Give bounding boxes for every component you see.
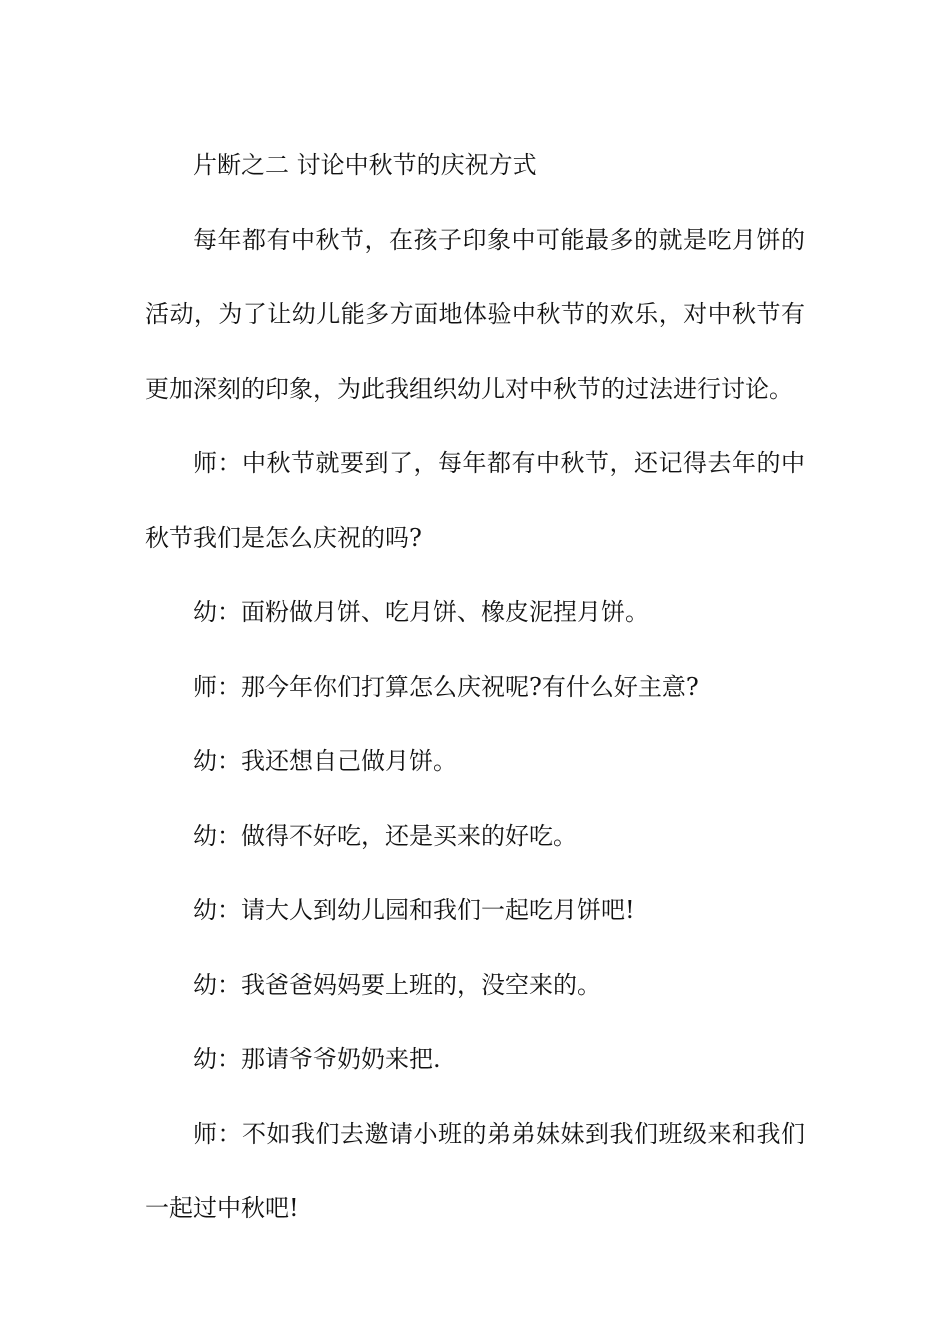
section-heading: 片断之二 讨论中秋节的庆祝方式 [193,151,537,179]
dialogue-line: 幼：面粉做月饼、吃月饼、橡皮泥捏月饼。 [193,598,649,626]
intro-paragraph: 每年都有中秋节，在孩子印象中可能最多的就是吃月饼的活动，为了让幼儿能多方面地体验中秋节的欢乐，对中秋节有更加深刻的印象，为此我组织幼儿对中秋节的过法进行讨论。 [145,225,805,403]
dialogue-line: 师：那今年你们打算怎么庆祝呢?有什么好主意? [193,672,699,701]
dialogue-line: 幼：请大人到幼儿园和我们一起吃月饼吧! [193,896,635,924]
dialogue-line: 幼：我爸爸妈妈要上班的，没空来的。 [193,970,601,999]
dialogue-line: 幼：我还想自己做月饼。 [193,747,457,775]
dialogue-line: 幼：做得不好吃，还是买来的好吃。 [193,821,577,850]
document-page [145,128,805,1246]
dialogue-line: 师：不如我们去邀请小班的弟弟妹妹到我们班级来和我们一起过中秋吧! [145,1119,805,1222]
dialogue-line: 师：中秋节就要到了，每年都有中秋节，还记得去年的中秋节我们是怎么庆祝的吗? [145,449,805,552]
dialogue-line: 幼：那请爷爷奶奶来把. [193,1045,441,1073]
